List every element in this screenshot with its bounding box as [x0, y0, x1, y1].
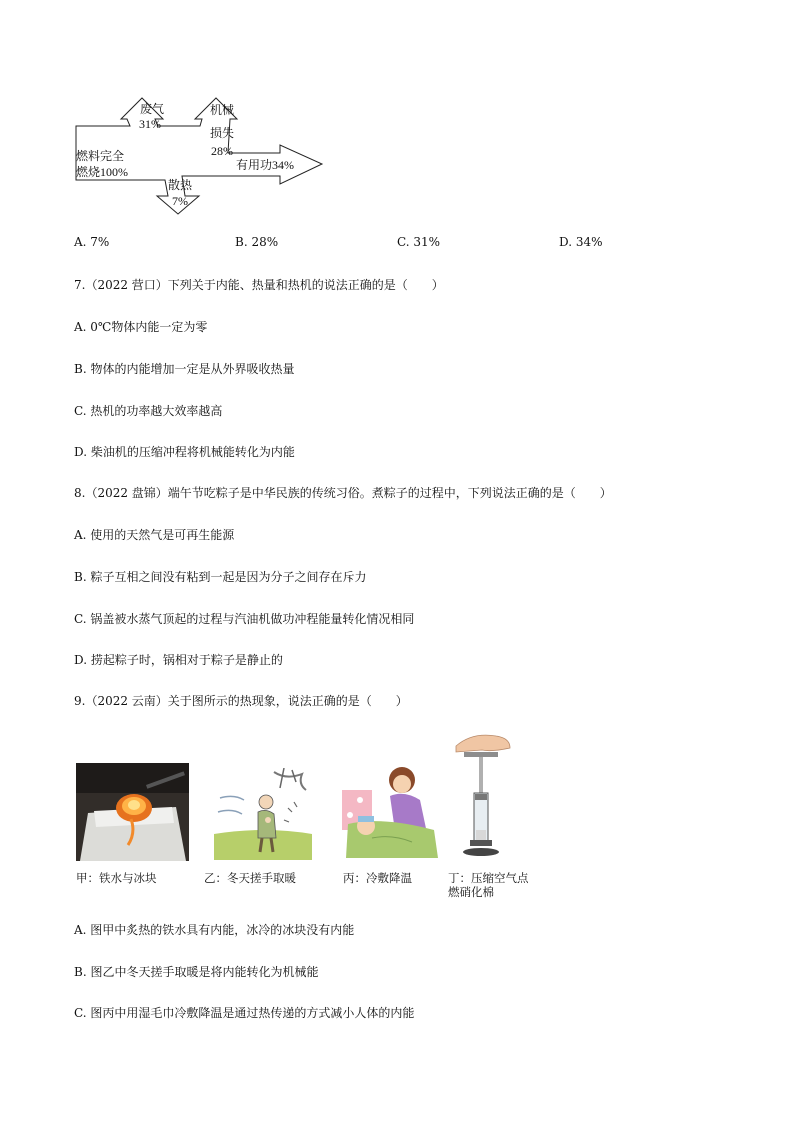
q6-option-b: B. 28%	[235, 235, 279, 249]
q9-stem: 9.（2022 云南）关于图所示的热现象，说法正确的是（ ）	[74, 694, 408, 708]
q7-option-c: C. 热机的功率越大效率越高	[74, 404, 223, 418]
mech-loss-label1: 机械	[210, 103, 235, 117]
q7-option-a: A. 0℃物体内能一定为零	[74, 320, 208, 334]
cold-compress-picture	[342, 760, 442, 861]
caption-jia: 甲：铁水与冰块	[76, 871, 157, 885]
q8-stem: 8.（2022 盘锦）端午节吃粽子是中华民族的传统习俗。煮粽子的过程中，下列说法正确的是（ ）	[74, 486, 612, 500]
fire-syringe-picture	[452, 730, 514, 860]
q7-stem: 7.（2022 营口）下列关于内能、热量和热机的说法正确的是（ ）	[74, 278, 444, 292]
rubbing-hands-picture	[214, 768, 312, 860]
q6-option-c: C. 31%	[397, 235, 441, 249]
mech-loss-label2: 损失	[210, 126, 235, 140]
q8-option-a: A. 使用的天然气是可再生能源	[74, 528, 235, 542]
q8-option-c: C. 锅盖被水蒸气顶起的过程与汽油机做功冲程能量转化情况相同	[74, 612, 415, 626]
fuel-label2: 燃烧100%	[76, 165, 128, 179]
heat-pct: 7%	[172, 194, 188, 208]
q6-option-a: A. 7%	[74, 235, 110, 249]
q8-option-b: B. 粽子互相之间没有粘到一起是因为分子之间存在斥力	[74, 570, 367, 584]
waste-gas-label: 废气	[140, 102, 165, 116]
q9-option-b: B. 图乙中冬天搓手取暖是将内能转化为机械能	[74, 965, 319, 979]
energy-flow-diagram	[70, 96, 340, 218]
q9-option-a: A. 图甲中炙热的铁水具有内能，冰冷的冰块没有内能	[74, 923, 355, 937]
fuel-label1: 燃料完全	[76, 149, 125, 163]
q6-option-d: D. 34%	[559, 235, 603, 249]
q7-option-d: D. 柴油机的压缩冲程将机械能转化为内能	[74, 445, 295, 459]
caption-bing: 丙：冷敷降温	[343, 871, 412, 885]
caption-ding-line1: 丁：压缩空气点	[448, 871, 529, 885]
useful-work-label: 有用功34%	[236, 158, 294, 172]
caption-yi: 乙：冬天搓手取暖	[204, 871, 296, 885]
caption-ding-line2: 燃硝化棉	[448, 885, 494, 899]
q7-option-b: B. 物体的内能增加一定是从外界吸收热量	[74, 362, 295, 376]
molten-iron-ice-photo	[76, 763, 189, 861]
heat-label: 散热	[168, 178, 193, 192]
waste-gas-pct: 31%	[139, 117, 161, 131]
q9-option-c: C. 图丙中用湿毛巾冷敷降温是通过热传递的方式减小人体的内能	[74, 1006, 415, 1020]
q8-option-d: D. 捞起粽子时，锅相对于粽子是静止的	[74, 653, 283, 667]
mech-loss-pct: 28%	[211, 144, 233, 158]
